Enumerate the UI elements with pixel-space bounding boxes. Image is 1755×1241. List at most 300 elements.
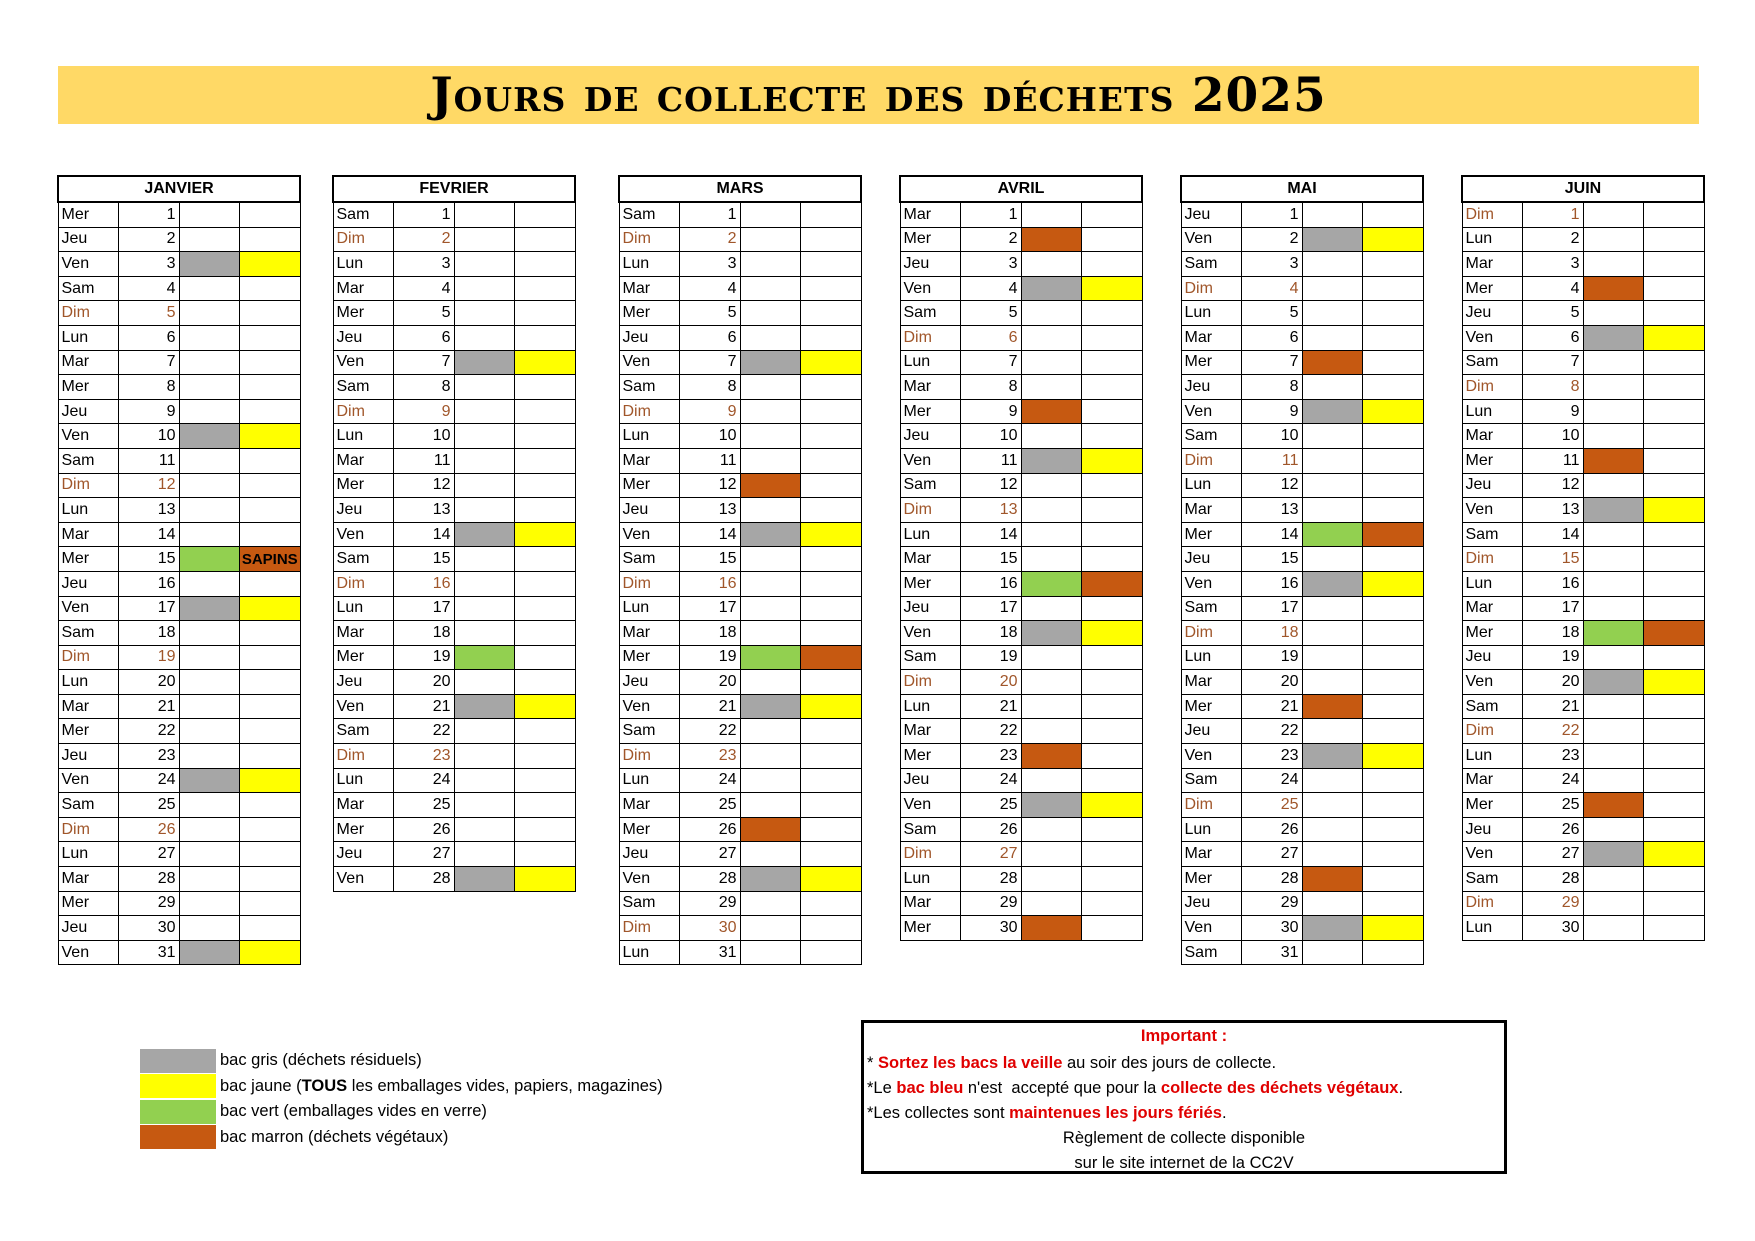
collection-yellow <box>515 694 576 719</box>
day-number-cell: 30 <box>119 916 180 941</box>
weekday-cell: Sam <box>1181 768 1242 793</box>
day-number-cell: 30 <box>680 916 741 941</box>
empty-cell <box>240 817 301 842</box>
empty-cell <box>740 571 801 596</box>
empty-cell <box>454 744 515 769</box>
empty-cell <box>1302 473 1363 498</box>
empty-cell <box>1302 645 1363 670</box>
empty-cell <box>740 940 801 965</box>
empty-cell <box>801 547 862 572</box>
day-row <box>619 522 861 547</box>
weekday-cell: Sam <box>619 719 680 744</box>
weekday-cell: Ven <box>333 867 394 892</box>
day-number-cell: 29 <box>680 891 741 916</box>
day-row <box>900 301 1142 326</box>
weekday-cell: Mer <box>58 202 119 227</box>
day-row <box>58 375 300 400</box>
day-number-cell: 1 <box>1523 202 1584 227</box>
day-row <box>900 375 1142 400</box>
collection-yellow <box>1363 227 1424 252</box>
day-row <box>900 768 1142 793</box>
empty-cell <box>240 350 301 375</box>
empty-cell <box>740 719 801 744</box>
empty-cell <box>515 252 576 277</box>
day-row <box>333 719 575 744</box>
day-number-cell: 26 <box>961 817 1022 842</box>
empty-cell <box>1082 498 1143 523</box>
day-row <box>1181 867 1423 892</box>
day-row <box>58 448 300 473</box>
empty-cell <box>1644 694 1705 719</box>
collection-yellow <box>515 350 576 375</box>
day-row <box>619 227 861 252</box>
day-row <box>1462 891 1704 916</box>
empty-cell <box>1363 301 1424 326</box>
empty-cell <box>1583 375 1644 400</box>
collection-green <box>1021 571 1082 596</box>
empty-cell <box>1082 473 1143 498</box>
day-row <box>333 522 575 547</box>
day-row <box>1181 547 1423 572</box>
empty-cell <box>1082 399 1143 424</box>
day-number-cell: 15 <box>119 547 180 572</box>
day-row <box>333 744 575 769</box>
empty-cell <box>1583 645 1644 670</box>
day-row <box>1181 350 1423 375</box>
day-number-cell: 4 <box>961 276 1022 301</box>
day-row <box>58 399 300 424</box>
empty-cell <box>240 448 301 473</box>
collection-brown <box>1302 694 1363 719</box>
weekday-cell: Sam <box>1462 522 1523 547</box>
collection-green <box>1583 621 1644 646</box>
weekday-cell: Ven <box>900 621 961 646</box>
weekday-cell: Lun <box>900 694 961 719</box>
day-number-cell: 8 <box>680 375 741 400</box>
weekday-cell: Sam <box>58 621 119 646</box>
day-number-cell: 14 <box>1523 522 1584 547</box>
day-row <box>900 621 1142 646</box>
weekday-cell: Mer <box>58 375 119 400</box>
empty-cell <box>454 301 515 326</box>
legend-label: bac gris (déchets résiduels) <box>220 1051 422 1070</box>
weekday-cell: Dim <box>900 498 961 523</box>
page-title: Jours de collecte des déchets 2025 <box>430 67 1327 123</box>
weekday-cell: Mer <box>619 301 680 326</box>
day-number-cell: 1 <box>1242 202 1303 227</box>
empty-cell <box>1363 424 1424 449</box>
text-part: n'est accepté que pour la <box>963 1079 1161 1097</box>
month-mars <box>618 175 862 965</box>
empty-cell <box>179 842 240 867</box>
empty-cell <box>1644 645 1705 670</box>
empty-cell <box>240 375 301 400</box>
weekday-cell: Lun <box>1181 817 1242 842</box>
day-row <box>58 350 300 375</box>
day-row <box>619 817 861 842</box>
day-number-cell: 22 <box>1523 719 1584 744</box>
weekday-cell: Mer <box>58 719 119 744</box>
day-row <box>58 227 300 252</box>
weekday-cell: Jeu <box>1462 473 1523 498</box>
weekday-cell: Lun <box>1181 473 1242 498</box>
day-number-cell: 31 <box>1242 940 1303 965</box>
day-number-cell: 1 <box>961 202 1022 227</box>
day-number-cell: 6 <box>680 325 741 350</box>
text-part: * <box>867 1054 879 1072</box>
empty-cell <box>454 842 515 867</box>
empty-cell <box>515 227 576 252</box>
empty-cell <box>454 670 515 695</box>
day-row <box>619 670 861 695</box>
day-row <box>58 498 300 523</box>
day-row <box>58 891 300 916</box>
empty-cell <box>1583 301 1644 326</box>
empty-cell <box>740 399 801 424</box>
day-number-cell: 23 <box>119 744 180 769</box>
weekday-cell: Lun <box>58 670 119 695</box>
day-number-cell: 18 <box>1242 621 1303 646</box>
weekday-cell: Dim <box>333 571 394 596</box>
day-row <box>619 744 861 769</box>
empty-cell <box>1363 793 1424 818</box>
day-number-cell: 3 <box>394 252 455 277</box>
day-number-cell: 18 <box>394 621 455 646</box>
day-row <box>619 301 861 326</box>
empty-cell <box>1021 719 1082 744</box>
text-part: *Les collectes sont <box>867 1104 1010 1122</box>
empty-cell <box>1583 547 1644 572</box>
day-row <box>58 276 300 301</box>
collection-yellow <box>1363 744 1424 769</box>
weekday-cell: Dim <box>58 301 119 326</box>
day-number-cell: 7 <box>1523 350 1584 375</box>
weekday-cell: Sam <box>333 375 394 400</box>
day-number-cell: 21 <box>394 694 455 719</box>
day-number-cell: 12 <box>1523 473 1584 498</box>
day-number-cell: 26 <box>680 817 741 842</box>
important-line-1 <box>864 1051 1504 1076</box>
legend-label-part: bac jaune ( <box>220 1076 302 1095</box>
day-number-cell: 23 <box>1523 744 1584 769</box>
empty-cell <box>179 867 240 892</box>
empty-cell <box>454 571 515 596</box>
empty-cell <box>1363 891 1424 916</box>
day-number-cell: 21 <box>1242 694 1303 719</box>
empty-cell <box>1021 547 1082 572</box>
text-highlight: Sortez les bacs la veille <box>878 1054 1063 1072</box>
day-number-cell: 28 <box>1523 867 1584 892</box>
weekday-cell: Mer <box>1462 448 1523 473</box>
day-number-cell: 7 <box>119 350 180 375</box>
day-row <box>1462 375 1704 400</box>
day-row <box>333 375 575 400</box>
empty-cell <box>1082 375 1143 400</box>
empty-cell <box>454 202 515 227</box>
day-row <box>619 202 861 227</box>
collection-grey <box>1021 276 1082 301</box>
empty-cell <box>454 621 515 646</box>
empty-cell <box>454 793 515 818</box>
collection-brown <box>1583 793 1644 818</box>
day-row <box>1462 842 1704 867</box>
weekday-cell: Mar <box>58 350 119 375</box>
empty-cell <box>1363 252 1424 277</box>
empty-cell <box>1302 375 1363 400</box>
day-number-cell: 27 <box>1242 842 1303 867</box>
day-row <box>333 227 575 252</box>
empty-cell <box>1302 325 1363 350</box>
weekday-cell: Dim <box>619 744 680 769</box>
empty-cell <box>801 424 862 449</box>
weekday-cell: Lun <box>58 498 119 523</box>
day-row <box>619 793 861 818</box>
day-row <box>1181 252 1423 277</box>
weekday-cell: Lun <box>619 940 680 965</box>
collection-yellow <box>1363 571 1424 596</box>
collection-grey <box>179 252 240 277</box>
weekday-cell: Lun <box>333 596 394 621</box>
day-row <box>1181 916 1423 941</box>
day-number-cell: 22 <box>680 719 741 744</box>
day-number-cell: 31 <box>119 940 180 965</box>
day-number-cell: 27 <box>1523 842 1584 867</box>
weekday-cell: Jeu <box>1462 817 1523 842</box>
empty-cell <box>801 473 862 498</box>
text-part: . <box>1221 1104 1227 1122</box>
weekday-cell: Ven <box>619 350 680 375</box>
day-row <box>619 940 861 965</box>
weekday-cell: Sam <box>1462 694 1523 719</box>
day-number-cell: 12 <box>394 473 455 498</box>
day-row <box>333 301 575 326</box>
collection-grey <box>740 694 801 719</box>
day-row <box>333 498 575 523</box>
weekday-cell: Sam <box>619 375 680 400</box>
weekday-cell: Sam <box>58 448 119 473</box>
weekday-cell: Sam <box>333 202 394 227</box>
weekday-cell: Sam <box>619 547 680 572</box>
title-banner <box>58 66 1699 124</box>
empty-cell <box>240 473 301 498</box>
day-row <box>1462 817 1704 842</box>
weekday-cell: Sam <box>900 645 961 670</box>
day-row <box>619 867 861 892</box>
empty-cell <box>1644 276 1705 301</box>
empty-cell <box>1583 252 1644 277</box>
day-number-cell: 16 <box>394 571 455 596</box>
day-row <box>1181 276 1423 301</box>
day-row <box>58 473 300 498</box>
day-number-cell: 25 <box>1242 793 1303 818</box>
empty-cell <box>240 399 301 424</box>
day-number-cell: 20 <box>119 670 180 695</box>
empty-cell <box>1021 350 1082 375</box>
collection-brown <box>1021 227 1082 252</box>
important-line-3 <box>864 1101 1504 1126</box>
weekday-cell: Mar <box>900 202 961 227</box>
weekday-cell: Mer <box>333 645 394 670</box>
empty-cell <box>179 448 240 473</box>
empty-cell <box>179 375 240 400</box>
empty-cell <box>1302 621 1363 646</box>
day-row <box>619 424 861 449</box>
day-number-cell: 14 <box>1242 522 1303 547</box>
weekday-cell: Lun <box>619 252 680 277</box>
weekday-cell: Lun <box>900 350 961 375</box>
weekday-cell: Jeu <box>900 596 961 621</box>
day-row <box>900 670 1142 695</box>
day-row <box>58 252 300 277</box>
empty-cell <box>1644 522 1705 547</box>
weekday-cell: Sam <box>900 301 961 326</box>
collection-brown <box>1021 399 1082 424</box>
weekday-cell: Dim <box>1181 448 1242 473</box>
empty-cell <box>1302 448 1363 473</box>
empty-cell <box>240 891 301 916</box>
day-row <box>900 350 1142 375</box>
weekday-cell: Jeu <box>58 571 119 596</box>
day-row <box>900 645 1142 670</box>
empty-cell <box>1644 719 1705 744</box>
weekday-cell: Mer <box>619 473 680 498</box>
empty-cell <box>801 202 862 227</box>
empty-cell <box>1583 744 1644 769</box>
weekday-cell: Jeu <box>619 498 680 523</box>
empty-cell <box>515 596 576 621</box>
day-row <box>1462 350 1704 375</box>
empty-cell <box>1644 547 1705 572</box>
day-number-cell: 8 <box>1523 375 1584 400</box>
weekday-cell: Mer <box>619 817 680 842</box>
day-row <box>1462 498 1704 523</box>
day-row <box>1181 694 1423 719</box>
weekday-cell: Ven <box>58 252 119 277</box>
collection-yellow <box>240 768 301 793</box>
collection-green <box>740 645 801 670</box>
collection-yellow <box>1082 276 1143 301</box>
empty-cell <box>179 817 240 842</box>
weekday-cell: Mar <box>1462 252 1523 277</box>
day-row <box>58 547 300 572</box>
day-number-cell: 10 <box>1523 424 1584 449</box>
weekday-cell: Mar <box>333 448 394 473</box>
day-number-cell: 10 <box>394 424 455 449</box>
empty-cell <box>1644 768 1705 793</box>
empty-cell <box>1082 325 1143 350</box>
day-number-cell: 16 <box>1523 571 1584 596</box>
empty-cell <box>179 498 240 523</box>
empty-cell <box>1082 744 1143 769</box>
day-row <box>619 916 861 941</box>
day-row <box>58 916 300 941</box>
weekday-cell: Mar <box>619 276 680 301</box>
empty-cell <box>801 276 862 301</box>
empty-cell <box>515 645 576 670</box>
weekday-cell: Lun <box>333 424 394 449</box>
empty-cell <box>740 768 801 793</box>
empty-cell <box>740 375 801 400</box>
weekday-cell: Lun <box>900 867 961 892</box>
legend-label: bac vert (emballages vides en verre) <box>220 1102 487 1121</box>
empty-cell <box>1021 325 1082 350</box>
empty-cell <box>1583 522 1644 547</box>
weekday-cell: Lun <box>619 768 680 793</box>
weekday-cell: Sam <box>619 202 680 227</box>
day-row <box>619 571 861 596</box>
empty-cell <box>1082 916 1143 941</box>
day-number-cell: 24 <box>119 768 180 793</box>
weekday-cell: Ven <box>58 768 119 793</box>
day-row <box>333 202 575 227</box>
day-number-cell: 24 <box>1523 768 1584 793</box>
weekday-cell: Mar <box>1181 325 1242 350</box>
day-number-cell: 4 <box>1523 276 1584 301</box>
legend-label-bold: TOUS <box>301 1076 348 1095</box>
day-row <box>900 522 1142 547</box>
day-number-cell: 26 <box>1242 817 1303 842</box>
day-row <box>900 424 1142 449</box>
important-line-2 <box>864 1076 1504 1101</box>
empty-cell <box>801 596 862 621</box>
empty-cell <box>179 694 240 719</box>
empty-cell <box>1363 325 1424 350</box>
day-row <box>1462 916 1704 941</box>
weekday-cell: Lun <box>1181 301 1242 326</box>
empty-cell <box>740 547 801 572</box>
empty-cell <box>515 571 576 596</box>
day-number-cell: 9 <box>961 399 1022 424</box>
important-line-5: sur le site internet de la CC2V <box>1074 1154 1294 1172</box>
weekday-cell: Jeu <box>58 399 119 424</box>
weekday-cell: Ven <box>900 793 961 818</box>
weekday-cell: Mar <box>1462 424 1523 449</box>
empty-cell <box>1583 891 1644 916</box>
day-number-cell: 5 <box>1523 301 1584 326</box>
empty-cell <box>1021 375 1082 400</box>
day-row <box>58 424 300 449</box>
day-number-cell: 10 <box>680 424 741 449</box>
day-number-cell: 18 <box>119 621 180 646</box>
empty-cell <box>240 498 301 523</box>
empty-cell <box>801 571 862 596</box>
day-number-cell: 21 <box>119 694 180 719</box>
day-number-cell: 7 <box>680 350 741 375</box>
empty-cell <box>1363 473 1424 498</box>
empty-cell <box>740 276 801 301</box>
day-number-cell: 25 <box>394 793 455 818</box>
empty-cell <box>1583 867 1644 892</box>
day-row <box>58 621 300 646</box>
day-number-cell: 4 <box>119 276 180 301</box>
day-number-cell: 19 <box>680 645 741 670</box>
day-row <box>333 645 575 670</box>
collection-yellow <box>240 596 301 621</box>
day-number-cell: 11 <box>1523 448 1584 473</box>
day-row <box>1462 473 1704 498</box>
day-row <box>1462 645 1704 670</box>
weekday-cell: Mar <box>58 694 119 719</box>
empty-cell <box>454 325 515 350</box>
collection-brown <box>1021 916 1082 941</box>
weekday-cell: Mar <box>58 522 119 547</box>
weekday-cell: Jeu <box>58 744 119 769</box>
weekday-cell: Jeu <box>619 325 680 350</box>
collection-brown <box>1363 522 1424 547</box>
empty-cell <box>1021 891 1082 916</box>
weekday-cell: Lun <box>1462 399 1523 424</box>
weekday-cell: Mer <box>1462 276 1523 301</box>
